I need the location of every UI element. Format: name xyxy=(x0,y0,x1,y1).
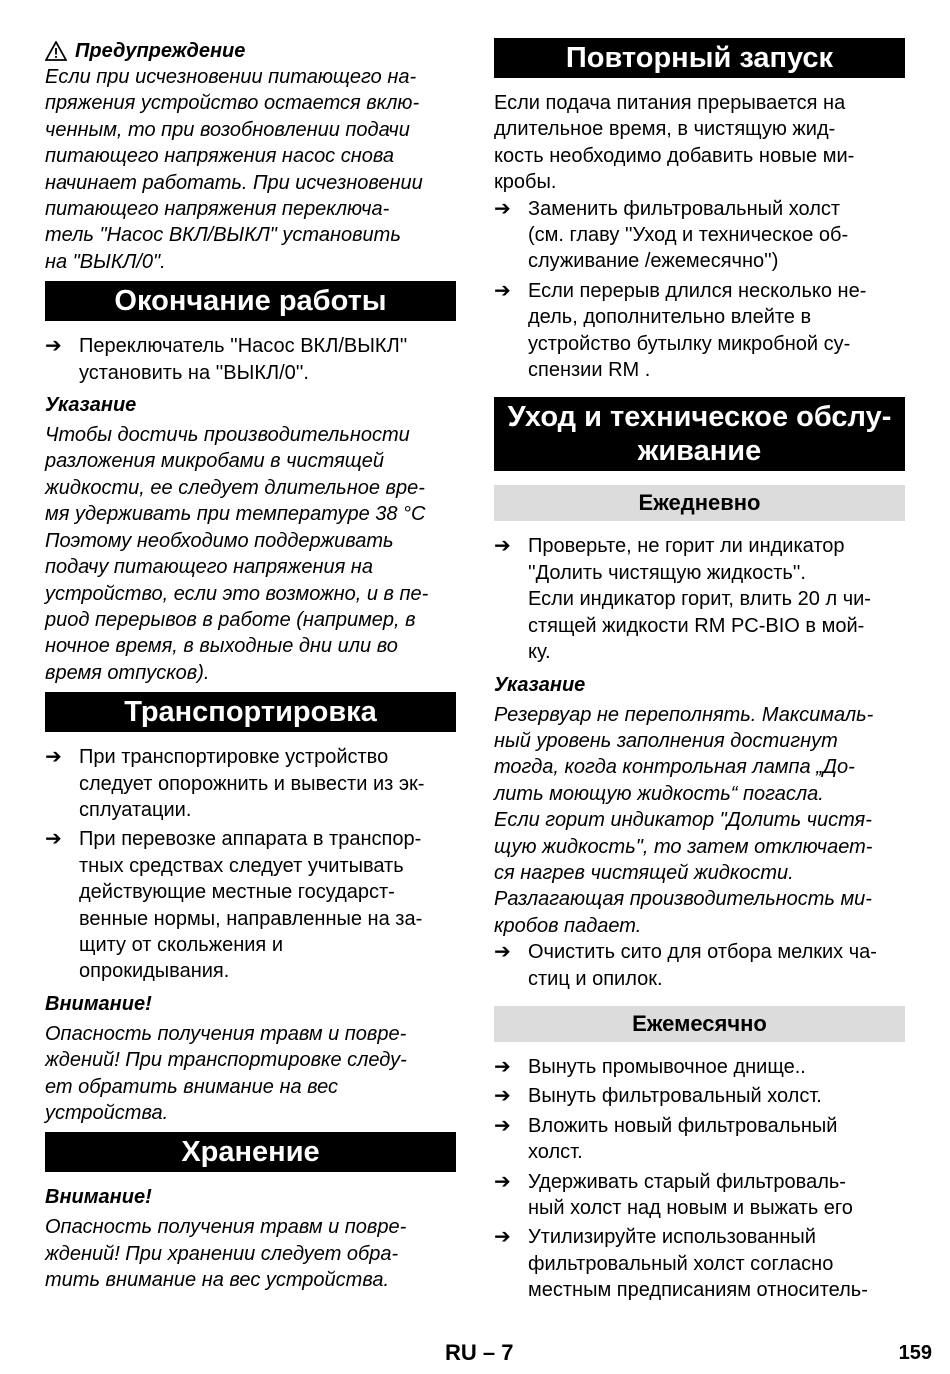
warning-line: начинает работать. При исчезновении xyxy=(45,171,423,194)
list-item-line: спензии RM . xyxy=(528,359,651,382)
list-item xyxy=(494,1054,905,1080)
subheading-daily: Ежедневно xyxy=(494,485,905,521)
list-item-line: Заменить фильтровальный холст xyxy=(528,197,841,220)
list-item xyxy=(494,939,905,992)
arrow-right-icon: ➔ xyxy=(494,1085,511,1108)
caution-title: Внимание! xyxy=(45,992,152,1015)
list-item xyxy=(494,1083,905,1109)
arrow-right-icon: ➔ xyxy=(494,941,511,964)
caution-line: устройства. xyxy=(45,1102,169,1124)
warning-line: пряжения устройство остается вклю- xyxy=(45,92,420,115)
list-item xyxy=(494,1113,905,1166)
note-line: Резервуар не переполнять. Максималь- xyxy=(494,703,874,726)
note-line: кробов падает. xyxy=(494,914,642,937)
restart-intro-line: кробы. xyxy=(494,171,557,194)
heading-line: живание xyxy=(637,435,762,468)
note-line: ный уровень заполнения достигнут xyxy=(494,729,838,752)
warning-line: питающего напряжения насос снова xyxy=(45,145,394,168)
note-line: устройство, если это возможно, и в пе- xyxy=(45,582,429,605)
note-line: Если горит индикатор "Долить чистя- xyxy=(494,809,872,832)
section-heading-storage: Хранение xyxy=(45,1132,456,1172)
heading-line: Уход и техническое обслу- xyxy=(507,401,892,434)
note-line: время отпусков). xyxy=(45,661,210,684)
list-item-line: Переключатель ''Насос ВКЛ/ВЫКЛ'' xyxy=(79,335,408,358)
arrow-right-icon: ➔ xyxy=(494,1055,511,1078)
list-item-line: сплуатации. xyxy=(79,798,192,821)
list-item-line: При перевозке аппарата в транспор- xyxy=(79,828,422,851)
arrow-right-icon: ➔ xyxy=(494,279,511,302)
warning-header xyxy=(45,38,456,64)
arrow-right-icon: ➔ xyxy=(45,335,62,358)
list-item xyxy=(494,533,905,665)
note-line: мя удерживать при температуре 38 °C xyxy=(45,503,426,526)
list-item-line: ный холст над новым и выжать его xyxy=(528,1197,853,1219)
list-item-line: Очистить сито для отбора мелких ча- xyxy=(528,941,877,964)
list-item xyxy=(45,744,456,823)
left-column xyxy=(45,38,456,1294)
list-item-line: холст. xyxy=(528,1141,583,1164)
caution-line: ет обратить внимание на вес xyxy=(45,1075,339,1098)
arrow-right-icon: ➔ xyxy=(494,1170,511,1193)
note-body xyxy=(494,702,905,940)
caution-line: тить внимание на вес устройства. xyxy=(45,1269,390,1292)
list-item-line: Вынуть промывочное днище.. xyxy=(528,1055,806,1078)
caution-title: Внимание! xyxy=(45,1186,152,1209)
list-item xyxy=(494,1224,905,1303)
caution-line: ждений! При хранении следует обра- xyxy=(45,1242,399,1265)
warning-title: Предупреждение xyxy=(75,40,246,62)
note-line: риод перерывов в работе (например, в xyxy=(45,608,416,631)
list-item-line: дель, дополнительно влейте в xyxy=(528,306,812,329)
list-item-line: Утилизируйте использованный xyxy=(528,1226,816,1249)
note-line: жидкости, ее следует длительное вре- xyxy=(45,476,425,499)
list-item xyxy=(45,826,456,984)
note-line: Разлагающая производительность ми- xyxy=(494,888,872,911)
list-item-line: опрокидывания. xyxy=(79,960,230,983)
section-heading-shutdown: Окончание работы xyxy=(45,281,456,321)
arrow-right-icon: ➔ xyxy=(494,1226,511,1249)
note-line: лить моющую жидкость“ погасла. xyxy=(494,782,824,805)
list-item-line: При транспортировке устройство xyxy=(79,746,389,769)
caution-body xyxy=(45,1214,456,1293)
note-line: подачу питающего напряжения на xyxy=(45,556,373,579)
note-line: Чтобы достичь производительности xyxy=(45,424,410,447)
list-item xyxy=(494,196,905,275)
list-item-line: фильтровальный холст согласно xyxy=(528,1252,834,1275)
note-line: щую жидкость", то затем отключает- xyxy=(494,835,873,858)
list-item-line: служивание /ежемесячно'') xyxy=(528,250,779,273)
list-item-line: ку. xyxy=(528,641,551,664)
arrow-right-icon: ➔ xyxy=(494,535,511,558)
section-heading-maintenance xyxy=(494,397,905,471)
warning-line: питающего напряжения переключа- xyxy=(45,198,390,221)
list-item-line: Удерживать старый фильтроваль- xyxy=(528,1170,846,1193)
warning-line: Если при исчезновении питающего на- xyxy=(45,66,417,88)
note-line: ся нагрев чистящей жидкости. xyxy=(494,861,794,884)
caution-line: Опасность получения травм и повре- xyxy=(45,1022,407,1045)
note-line: тогда, когда контрольная лампа „До- xyxy=(494,756,855,779)
warning-block xyxy=(45,38,456,275)
section-heading-restart: Повторный запуск xyxy=(494,38,905,78)
warning-line: на "ВЫКЛ/0". xyxy=(45,250,166,273)
list-item-line: действующие местные государст- xyxy=(79,881,395,904)
list-item-line: тных средствах следует учитывать xyxy=(79,854,404,877)
section-heading-transport: Транспортировка xyxy=(45,692,456,732)
list-item-line: Если перерыв длился несколько не- xyxy=(528,279,867,302)
note-body xyxy=(45,422,456,686)
arrow-right-icon: ➔ xyxy=(494,197,511,220)
list-item-line: щиту от скольжения и xyxy=(79,933,283,956)
warning-triangle-icon xyxy=(45,41,67,61)
list-item xyxy=(45,333,456,386)
note-line: ночное время, в выходные дни или во xyxy=(45,635,398,658)
footer-page-number: 159 xyxy=(898,1342,932,1364)
restart-intro-line: Если подача питания прерывается на xyxy=(494,92,846,114)
list-item xyxy=(494,1169,905,1222)
list-item xyxy=(494,278,905,384)
list-item-line: Проверьте, не горит ли индикатор xyxy=(528,535,845,558)
list-item-line: стиц и опилок. xyxy=(528,967,663,990)
arrow-right-icon: ➔ xyxy=(45,746,62,769)
note-line: разложения микробами в чистящей xyxy=(45,450,385,473)
list-item-line: установить на ''ВЫКЛ/0''. xyxy=(79,361,309,384)
caution-body xyxy=(45,1021,456,1127)
list-item-line: (см. главу ''Уход и техническое об- xyxy=(528,224,849,247)
note-line: Поэтому необходимо поддерживать xyxy=(45,529,394,552)
list-item-line: стящей жидкости RM PC-BIO в мой- xyxy=(528,614,865,637)
list-item-line: местным предписаниям относитель- xyxy=(528,1279,868,1302)
restart-intro-line: кость необходимо добавить новые ми- xyxy=(494,144,855,167)
caution-line: ждений! При транспортировке следу- xyxy=(45,1049,407,1072)
caution-line: Опасность получения травм и повре- xyxy=(45,1216,407,1239)
arrow-right-icon: ➔ xyxy=(45,828,62,851)
footer-language-page: RU – 7 xyxy=(445,1340,514,1365)
list-item-line: следует опорожнить и вывести из эк- xyxy=(79,772,425,795)
list-item-line: Если индикатор горит, влить 20 л чи- xyxy=(528,588,871,611)
arrow-right-icon: ➔ xyxy=(494,1114,511,1137)
list-item-line: Вложить новый фильтровальный xyxy=(528,1114,838,1137)
restart-intro-line: длительное время, в чистящую жид- xyxy=(494,118,836,141)
right-column xyxy=(494,32,905,1307)
list-item-line: венные нормы, направленные на за- xyxy=(79,907,423,930)
note-title: Указание xyxy=(45,394,137,417)
warning-line: ченным, то при возобновлении подачи xyxy=(45,118,410,141)
list-item-line: устройство бутылку микробной су- xyxy=(528,332,851,355)
warning-line: тель "Насос ВКЛ/ВЫКЛ" установить xyxy=(45,224,401,247)
note-title: Указание xyxy=(494,673,586,696)
subheading-monthly: Ежемесячно xyxy=(494,1006,905,1042)
list-item-line: Вынуть фильтровальный холст. xyxy=(528,1085,822,1108)
list-item-line: ''Долить чистящую жидкость''. xyxy=(528,561,806,584)
